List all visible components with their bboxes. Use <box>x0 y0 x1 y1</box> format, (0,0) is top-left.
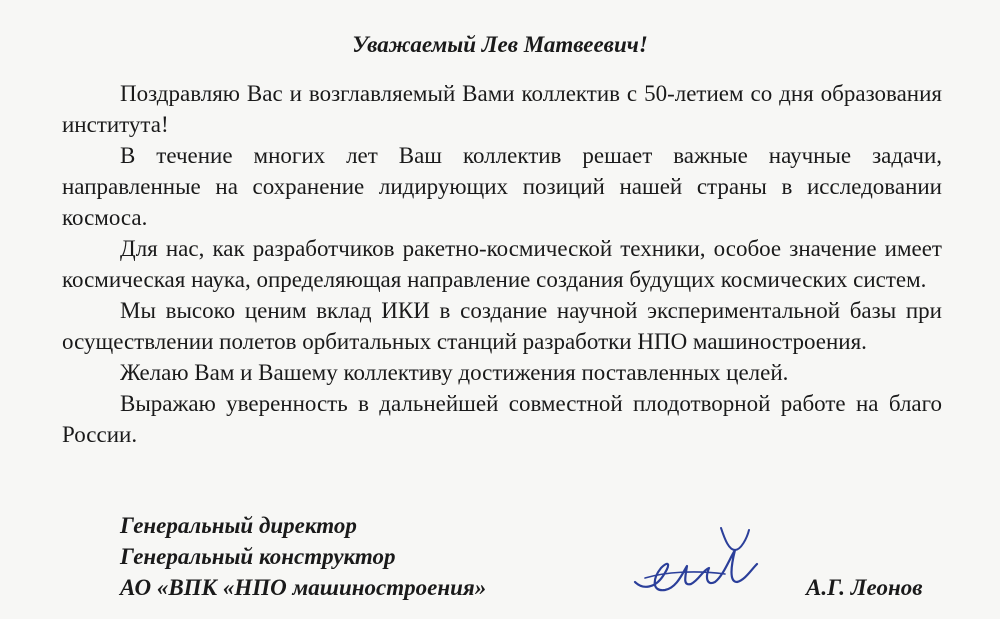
paragraph-scientific-tasks: В течение многих лет Ваш коллектив решает важные научные задачи, направленные на сохранение лидирующих позиций нашей страны в исследовании космоса. <box>62 143 942 230</box>
paragraph-wishes: Желаю Вам и Вашему коллективу достижения поставленных целей. <box>120 360 789 385</box>
title-general-designer: Генеральный конструктор <box>120 544 396 569</box>
signer-name: А.Г. Леонов <box>806 575 923 600</box>
letter-greeting: Уважаемый Лев Матвеевич! <box>352 32 648 57</box>
handwritten-signature <box>625 520 775 610</box>
signature-title-block <box>120 510 486 603</box>
paragraph-cooperation: Выражаю уверенность в дальнейшей совместной плодотворной работе на благо России. <box>62 391 942 447</box>
paragraph-contribution: Мы высоко ценим вклад ИКИ в создание научной экспериментальной базы при осуществлении полетов орбитальных станций разработки НПО машиностроения. <box>62 298 942 354</box>
letter-body <box>62 78 942 450</box>
paragraph-congratulation: Поздравляю Вас и возглавляемый Вами коллектив с 50-летием со дня образования института! <box>62 81 942 137</box>
organization-name: АО «ВПК «НПО машиностроения» <box>120 575 487 600</box>
paragraph-space-science: Для нас, как разработчиков ракетно-космической техники, особое значение имеет космическая наука, определяющая направление создания будущих космических систем. <box>62 236 942 292</box>
title-general-director: Генеральный директор <box>120 513 357 538</box>
